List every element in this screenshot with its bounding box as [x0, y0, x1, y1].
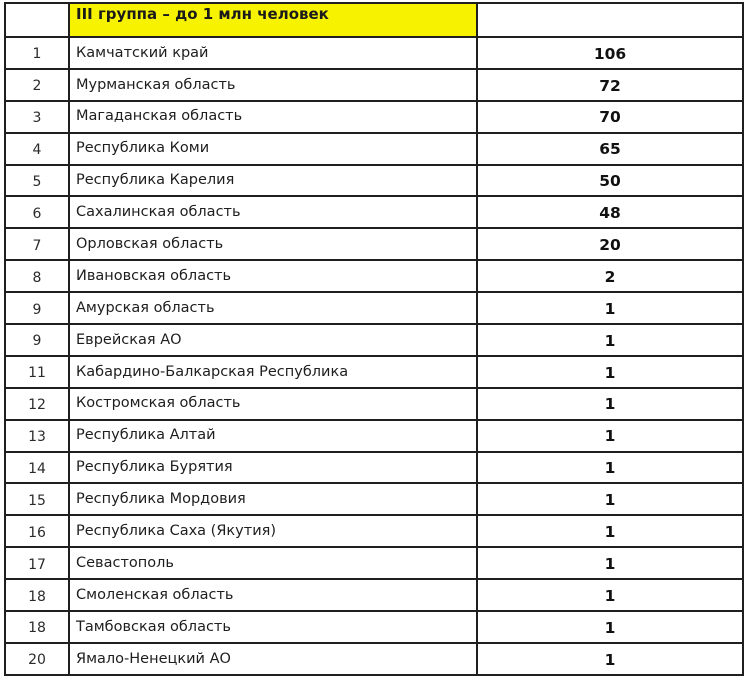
- value-cell[interactable]: 2: [477, 260, 743, 292]
- region-name-cell[interactable]: Республика Мордовия: [69, 483, 477, 515]
- value-cell[interactable]: 50: [477, 165, 743, 197]
- value-cell[interactable]: 1: [477, 611, 743, 643]
- table-row: [5, 165, 743, 197]
- table-row: [5, 579, 743, 611]
- rank-cell[interactable]: 8: [5, 260, 69, 292]
- value-cell[interactable]: 1: [477, 579, 743, 611]
- value-cell[interactable]: 65: [477, 133, 743, 165]
- region-name-cell[interactable]: Ямало-Ненецкий АО: [69, 643, 477, 675]
- value-cell[interactable]: 1: [477, 420, 743, 452]
- region-name-cell[interactable]: Орловская область: [69, 228, 477, 260]
- table-row: [5, 292, 743, 324]
- value-cell[interactable]: 1: [477, 452, 743, 484]
- region-name-cell[interactable]: Ивановская область: [69, 260, 477, 292]
- region-name-cell[interactable]: Республика Карелия: [69, 165, 477, 197]
- value-cell[interactable]: 1: [477, 483, 743, 515]
- value-cell[interactable]: 48: [477, 196, 743, 228]
- region-name-cell[interactable]: Смоленская область: [69, 579, 477, 611]
- table-row: [5, 101, 743, 133]
- rank-cell[interactable]: 9: [5, 292, 69, 324]
- rank-cell[interactable]: 14: [5, 452, 69, 484]
- rank-cell[interactable]: 17: [5, 547, 69, 579]
- value-cell[interactable]: 1: [477, 292, 743, 324]
- table-row: [5, 324, 743, 356]
- rank-cell[interactable]: 2: [5, 69, 69, 101]
- region-name-cell[interactable]: Кабардино-Балкарская Республика: [69, 356, 477, 388]
- rank-cell[interactable]: 3: [5, 101, 69, 133]
- value-cell[interactable]: 72: [477, 69, 743, 101]
- region-name-cell[interactable]: Костромская область: [69, 388, 477, 420]
- rank-cell[interactable]: 9: [5, 324, 69, 356]
- region-name-cell[interactable]: Тамбовская область: [69, 611, 477, 643]
- table-row: [5, 547, 743, 579]
- group-title-cell[interactable]: III группа – до 1 млн человек: [69, 3, 477, 37]
- table-row: [5, 452, 743, 484]
- rank-cell[interactable]: 4: [5, 133, 69, 165]
- table-row: [5, 69, 743, 101]
- header-value-cell[interactable]: [477, 3, 743, 37]
- region-name-cell[interactable]: Севастополь: [69, 547, 477, 579]
- table-row: [5, 133, 743, 165]
- value-cell[interactable]: 70: [477, 101, 743, 133]
- table-row: [5, 611, 743, 643]
- rank-cell[interactable]: 12: [5, 388, 69, 420]
- value-cell[interactable]: 1: [477, 388, 743, 420]
- rank-cell[interactable]: 18: [5, 611, 69, 643]
- rank-cell[interactable]: 7: [5, 228, 69, 260]
- value-cell[interactable]: 1: [477, 515, 743, 547]
- value-cell[interactable]: 20: [477, 228, 743, 260]
- region-name-cell[interactable]: Камчатский край: [69, 37, 477, 69]
- ranking-table: [4, 2, 744, 676]
- value-cell[interactable]: 1: [477, 324, 743, 356]
- table-row: [5, 228, 743, 260]
- table-row: [5, 515, 743, 547]
- value-cell[interactable]: 106: [477, 37, 743, 69]
- region-name-cell[interactable]: Амурская область: [69, 292, 477, 324]
- header-number-cell[interactable]: [5, 3, 69, 37]
- table-row: [5, 196, 743, 228]
- value-cell[interactable]: 1: [477, 643, 743, 675]
- rank-cell[interactable]: 1: [5, 37, 69, 69]
- value-cell[interactable]: 1: [477, 356, 743, 388]
- rank-cell[interactable]: 13: [5, 420, 69, 452]
- value-cell[interactable]: 1: [477, 547, 743, 579]
- table-row: [5, 260, 743, 292]
- region-name-cell[interactable]: Республика Коми: [69, 133, 477, 165]
- region-name-cell[interactable]: Мурманская область: [69, 69, 477, 101]
- rank-cell[interactable]: 11: [5, 356, 69, 388]
- table-body: [5, 3, 743, 675]
- region-name-cell[interactable]: Еврейская АО: [69, 324, 477, 356]
- rank-cell[interactable]: 6: [5, 196, 69, 228]
- table-row: [5, 356, 743, 388]
- table-row: [5, 643, 743, 675]
- group-header-row: [5, 3, 743, 37]
- table-row: [5, 37, 743, 69]
- rank-cell[interactable]: 20: [5, 643, 69, 675]
- region-name-cell[interactable]: Республика Алтай: [69, 420, 477, 452]
- region-name-cell[interactable]: Магаданская область: [69, 101, 477, 133]
- rank-cell[interactable]: 18: [5, 579, 69, 611]
- region-name-cell[interactable]: Республика Бурятия: [69, 452, 477, 484]
- table-row: [5, 420, 743, 452]
- table-row: [5, 483, 743, 515]
- rank-cell[interactable]: 15: [5, 483, 69, 515]
- rank-cell[interactable]: 16: [5, 515, 69, 547]
- rank-cell[interactable]: 5: [5, 165, 69, 197]
- table-row: [5, 388, 743, 420]
- region-name-cell[interactable]: Республика Саха (Якутия): [69, 515, 477, 547]
- region-name-cell[interactable]: Сахалинская область: [69, 196, 477, 228]
